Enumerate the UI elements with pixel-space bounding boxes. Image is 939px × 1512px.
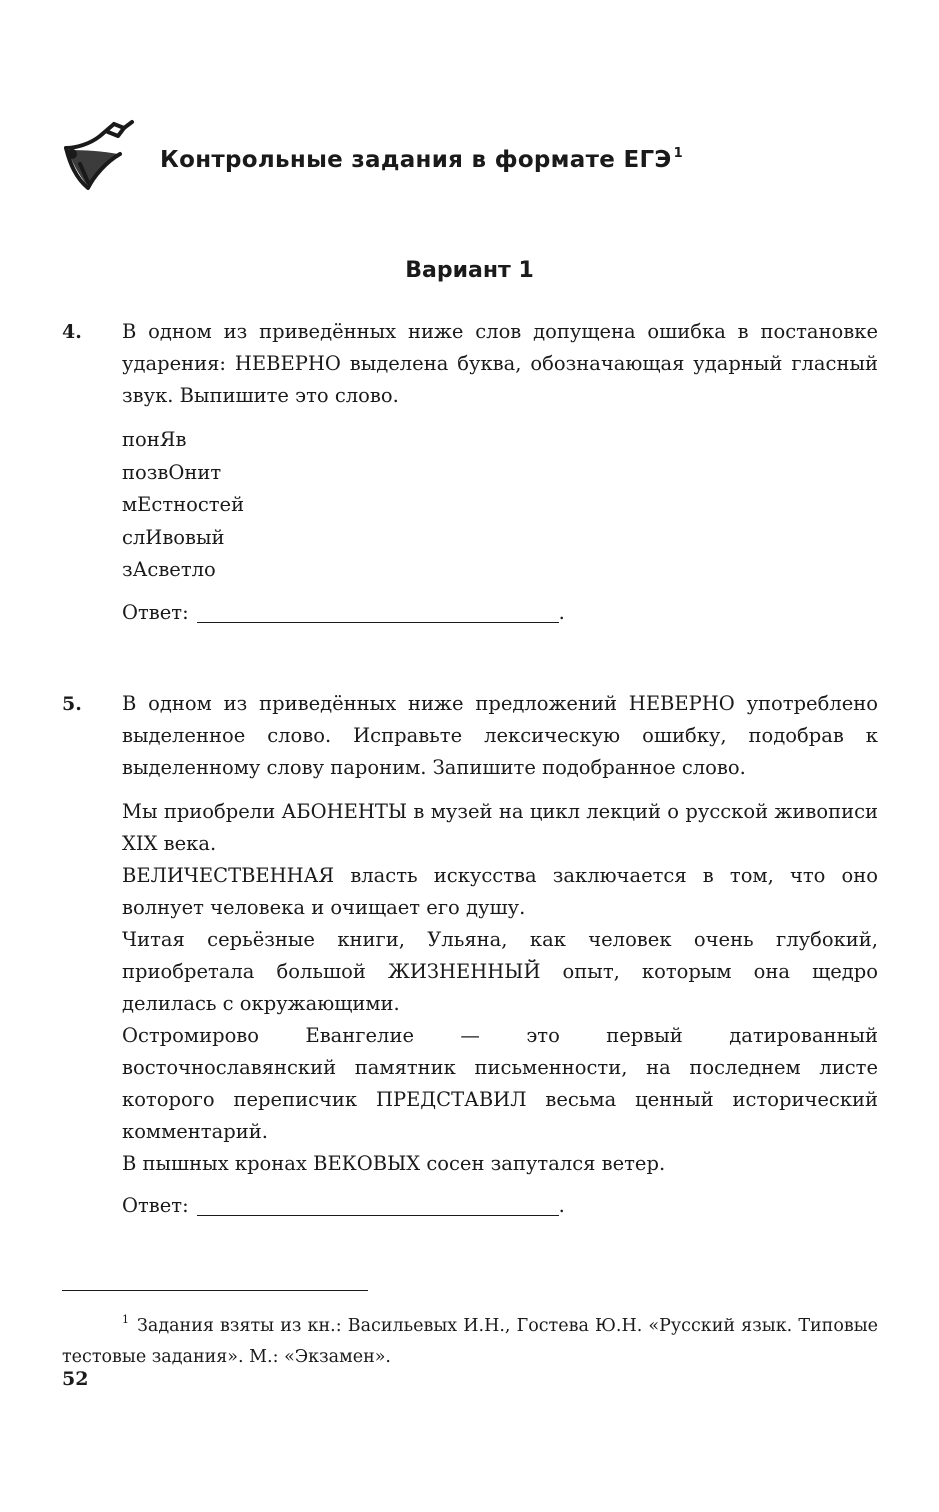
footnote-divider xyxy=(62,1290,368,1291)
answer-option: зАсветло xyxy=(122,558,216,581)
page-number: 52 xyxy=(62,1368,89,1390)
footnote-text: Задания взяты из кн.: Васильевых И.Н., Гостева Ю.Н. «Русский язык. Типовые тестовые задания». М.: «Экзамен». xyxy=(62,1316,878,1367)
task-5 xyxy=(62,688,878,1222)
footnote xyxy=(62,1304,878,1373)
answer-row: Ответ: . xyxy=(122,600,565,624)
variant-title: Вариант 1 xyxy=(405,258,534,283)
bell-icon xyxy=(58,118,142,198)
task-4 xyxy=(62,316,878,629)
task-question: В одном из приведённых ниже предложений НЕВЕРНО употреблено выделенное слово. Исправьте лексическую ошибку, подобрав к выделенному слову пароним. Запишите подобранное слово. xyxy=(122,692,878,779)
task-number: 5. xyxy=(62,693,82,715)
footnote-mark: 1 xyxy=(122,1313,129,1326)
task-question: В одном из приведённых ниже слов допущена ошибка в постановке ударения: НЕВЕРНО выделена буква, обозначающая ударный гласный звук. Выпишите это слово. xyxy=(122,320,878,407)
answer-field[interactable] xyxy=(197,1193,559,1216)
answer-field[interactable] xyxy=(197,600,559,623)
section-title: Контрольные задания в формате ЕГЭ $^1$ xyxy=(160,146,683,173)
task-number: 4. xyxy=(62,321,82,343)
sentence-item: Остромирово Евангелие — это первый датированный восточнославянский памятник письменности, на последнем листе которого переписчик ПРЕДСТАВИЛ весьма ценный исторический комментарий. xyxy=(122,1024,878,1143)
answer-option: слИвовый xyxy=(122,525,225,549)
sentence-item: Мы приобрели АБОНЕНТЫ в музей на цикл лекций о русской живописи XIX века. xyxy=(122,800,878,855)
answer-option: позвОнит xyxy=(122,460,222,484)
section-header xyxy=(58,118,878,198)
answer-option: понЯв xyxy=(122,428,187,451)
answer-row: Ответ: . xyxy=(122,1194,565,1217)
sentence-item: В пышных кронах ВЕКОВЫХ сосен запутался ветер. xyxy=(122,1152,666,1175)
sentence-item: Читая серьёзные книги, Ульяна, как человек очень глубокий, приобретала большой ЖИЗНЕННЫЙ опыт, которым она щедро делилась с окружающими. xyxy=(122,928,878,1015)
sentence-item: ВЕЛИЧЕСТВЕННАЯ власть искусства заключается в том, что оно волнует человека и очищает его душу. xyxy=(122,864,878,919)
answer-label: Ответ: xyxy=(122,600,189,624)
answer-option: мЕстностей xyxy=(122,493,245,516)
answer-label: Ответ: xyxy=(122,1194,189,1217)
